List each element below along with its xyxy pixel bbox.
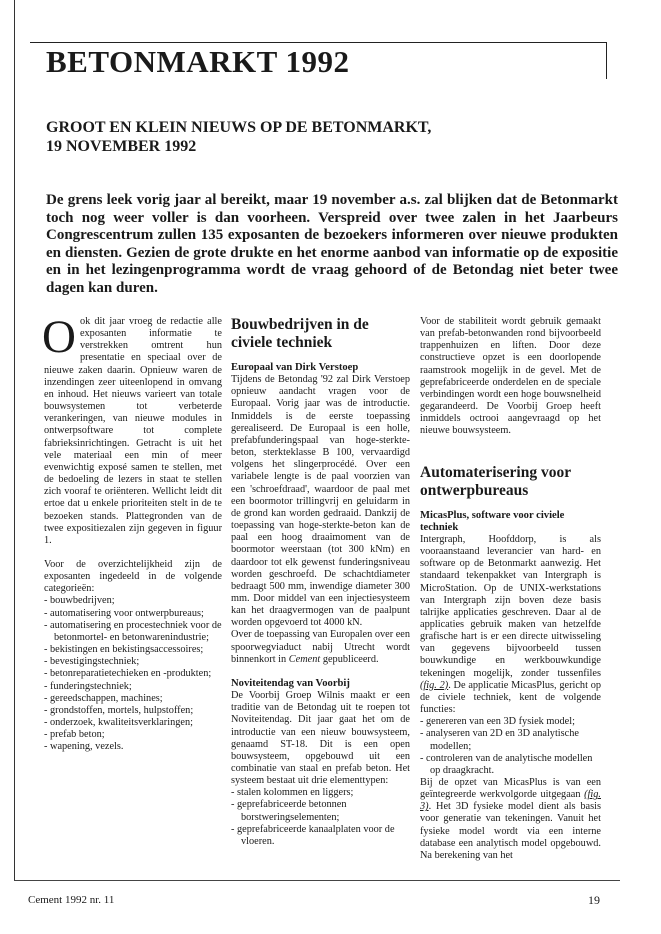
page-title: BETONMARKT 1992 (46, 44, 350, 79)
subtitle-line-1: GROOT EN KLEIN NIEUWS OP DE BETONMARKT, (46, 119, 432, 136)
list-item: - stalen kolommen en liggers; (231, 787, 354, 799)
column-2 (231, 316, 410, 848)
journal-name: Cement (288, 653, 321, 665)
col2-paragraph-2-start: Over de toepassing van Europalen over een spoorwegviaduct nabij Utrecht wordt binnenkort in (231, 629, 410, 665)
list-item: - grondstoffen, mortels, hulpstoffen; (44, 704, 194, 716)
drop-cap: O (42, 311, 76, 363)
col3-paragraph-3-end: . Het 3D fysieke model dient als basis voor generatie van tekeningen. Vanuit het fysieke model wordt via een interne database een analytisch model opgebouwd. Na berekening van het (420, 801, 601, 861)
col2-paragraph-1: Tijdens de Betondag '92 zal Dirk Verstoep opnieuw aandacht vragen voor de Europaal. Vorig jaar was de introductie. Inmiddels is de eerste toepassing gerealiseerd. De Europaal is een holle, prefabfunderingspaal van hoge-sterkte-beton, sterkteklasse B 100, vervaardigd volgens het slingerprocédé. Over een variabele lengte is de paal voorzien van een 'schroefdraad', waardoor de paal met een boormotor trillingvrij en geluidarm in de grond kan worden gedraaid. Dankzij de toepassing van hoge-sterkte-beton kan de paal een hoog draaimoment van de boormotor weerstaan (tot 300 kNm) en daardoor tot elk gewenst funderingsniveau worden geschroefd. De schachtdiameter bedraagt 500 mm, inwendige diameter 300 mm. Door middel van een injectiesysteem kan het draagvermogen van de paalpunt worden opgevoerd tot 4000 kN. (231, 374, 410, 629)
subheading-micasplus: MicasPlus, software voor civiele techniek (420, 509, 565, 533)
subheading-europaal: Europaal van Dirk Verstoep (231, 362, 359, 373)
function-list (420, 716, 601, 777)
list-item: - bevestigingstechniek; (44, 656, 140, 668)
col2-paragraph-2-end: gepubliceerd. (320, 653, 379, 665)
figure-2-reference: (fig. 2) (420, 679, 449, 691)
col3-paragraph-3-start: Bij de opzet van MicasPlus is van een geïntegreerde werkvolgorde uitgegaan (420, 777, 601, 801)
col1-paragraph-1-text: ok dit jaar vroeg de redactie alle exposanten informatie te verstrekken omtrent hun presentatie en speciaal over de nieuwe zaken daarin. Opnieuw waren de inzendingen zeer uiteenlopend in omvang en inhoud. Het nieuws varieert van totale bouwsystemen tot verbeterde verankeringen, van nieuwe modules in ontwerpsoftware tot complete fabrieksinrichtingen. Getracht is uit het vele materiaal een min of meer evenwichtig exposé samen te stellen, met de bedoeling de lezers in staat te stellen zich vooraf te oriënteren. Wellicht leidt dit ertoe dat u enkele prioriteiten stelt in de te bezoeken stands. Plattegronden van de twee expositiezalen zijn gegeven in figuur 1. (44, 316, 222, 546)
subheading-noviteitendag: Noviteitendag van Voorbij (231, 677, 350, 689)
footer-rule (14, 880, 620, 881)
element-type-list (231, 787, 410, 848)
col3-paragraph-2 (420, 534, 601, 716)
left-margin-rule (14, 0, 15, 880)
list-item: - geprefabriceerde kanaalplaten voor de vloeren. (231, 823, 395, 847)
figure-3-reference: (fig. 3) (420, 789, 601, 813)
col3-paragraph-2-end: . De applicatie MicasPlus, gericht op de civiele techniek, kent de volgende functies: (420, 679, 601, 716)
col2-paragraph-2 (231, 629, 410, 665)
list-item: - wapening, vezels. (44, 741, 124, 753)
column-3 (420, 316, 601, 862)
col1-paragraph-2: Voor de overzichtelijkheid zijn de exposanten ingedeeld in de volgende categorieën: (44, 558, 222, 595)
list-item: - betonreparatietechieken en -produkten; (44, 668, 212, 680)
list-item: - controleren van de analytische modellen op draagkracht. (420, 752, 593, 776)
list-item: - geprefabriceerde betonnen borstweringselementen; (231, 799, 347, 823)
list-item: - funderingstechniek; (44, 680, 132, 692)
section-heading-bouwbedrijven: Bouwbedrijven in de civiele techniek (231, 316, 369, 351)
list-item: - bouwbedrijven; (44, 595, 115, 607)
list-item: - prefab beton; (44, 729, 105, 741)
journal-issue: Cement 1992 nr. 11 (28, 894, 115, 906)
section-heading-automaterisering: Automaterisering voor ontwerpbureaus (420, 463, 571, 499)
list-item: - bekistingen en bekistingsaccessoires; (44, 644, 204, 656)
col3-paragraph-1: Voor de stabiliteit wordt gebruik gemaakt van prefab-betonwanden rond bijvoorbeeld trappenhuizen en liften. Door deze constructieve opzet is een doorlopende raamstrook mogelijk in de gevel. Met de geprefabriceerde onderdelen en de speciale verbindingen wordt een hoge bouwsnelheid gegarandeerd. De Voorbij Groep heeft inmiddels octrooi aangevraagd op het nieuwe bouwsysteem. (420, 316, 601, 437)
col3-paragraph-2-start: Intergraph, Hoofddorp, is als vooraanstaand leverancier van hard- en software op de Betonmarkt aanwezig. Het standaard tekenpakket van Intergraph is MicroStation. Op de UNIX-werkstations van Intergraph zijn boven deze basis talrijke applicaties geschreven. Daar al de applicaties gebruik maken van hetzelfde grafische hart is er een directe uitwisseling van gegevens bijvoorbeeld tussen bouwkundige en werkbouwkundige tekeningen mogelijk, zonder tussenfiles (420, 533, 601, 679)
column-1 (42, 311, 222, 753)
list-item: - automatisering en procestechniek voor de betonmortel- en betonwarenindustrie; (44, 619, 222, 643)
list-item: - genereren van een 3D fysiek model; (420, 716, 575, 728)
col1-paragraph-1 (42, 311, 222, 547)
list-item: - onderzoek, kwaliteitsverklaringen; (44, 717, 193, 728)
subtitle-line-2: 19 NOVEMBER 1992 (46, 138, 197, 155)
list-item: - analyseren van 2D en 3D analytische modellen; (420, 728, 579, 752)
category-list (44, 595, 222, 753)
page-number: 19 (588, 893, 600, 907)
page-subtitle (46, 118, 586, 156)
col2-paragraph-3: De Voorbij Groep Wilnis maakt er een traditie van de Betondag uit te roepen tot Noviteitendag. Dit jaar gaat het om de introductie van een nieuw bouwsysteem, genaamd ST-18. Dit is een open bouwsysteem, opgebouwd uit een combinatie van staal en prefab beton. Het systeem bestaat uit drie elementtypen: (231, 690, 410, 787)
intro-paragraph: De grens leek vorig jaar al bereikt, maar 19 november a.s. zal blijken dat de Betonmarkt toch nog weer voller is dan voorheen. Verspreid over twee zalen in het Jaarbeurs Congrescentrum zullen 135 exposanten de bezoekers informeren over nieuwe produkten en diensten. Gezien de grote drukte en het enorme aanbod van informatie op de expositie en in het lezingenprogramma wordt de vraag gehoord of de Betondag niet beter twee dagen kan duren. (46, 192, 618, 296)
col3-paragraph-3 (420, 777, 601, 862)
list-item: - automatisering voor ontwerpbureaus; (44, 607, 204, 619)
list-item: - gereedschappen, machines; (44, 692, 163, 704)
